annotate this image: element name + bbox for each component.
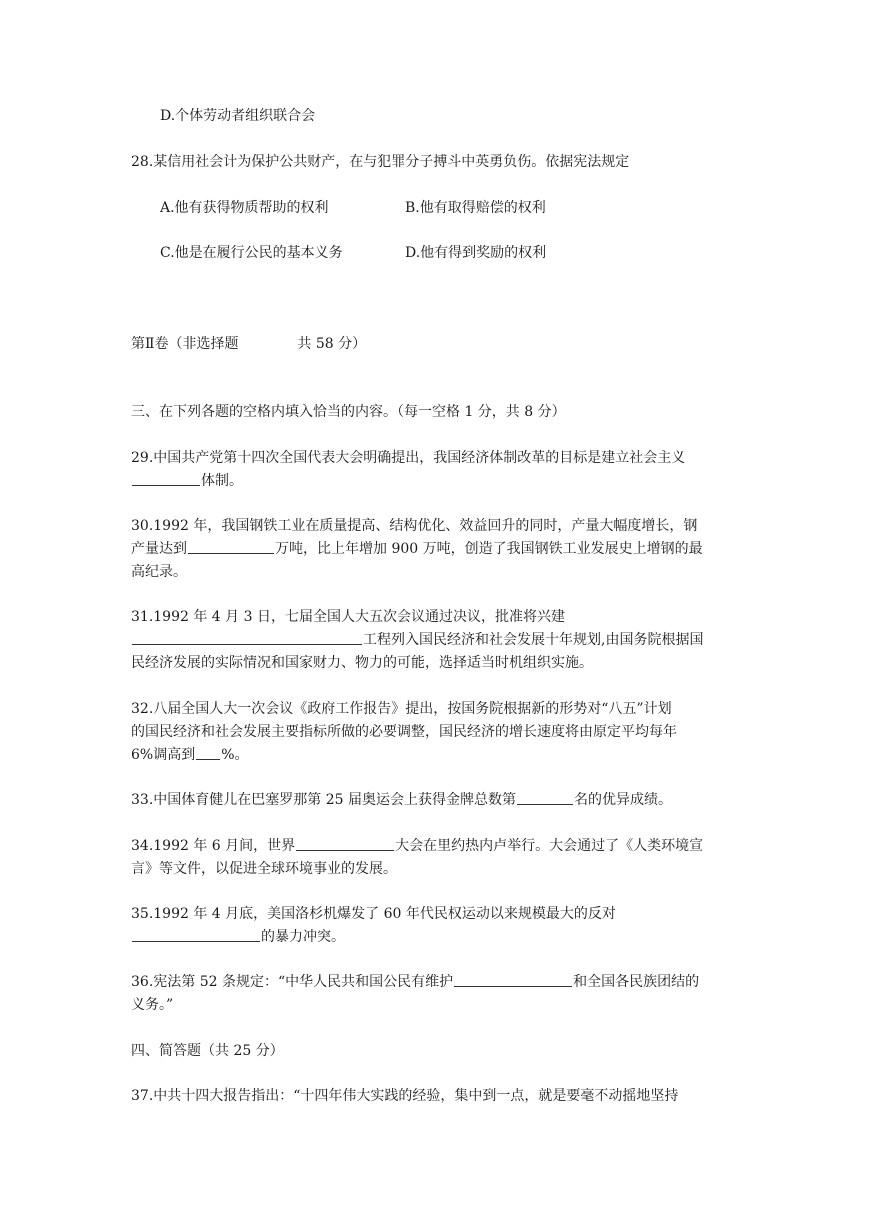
q30-blank[interactable]	[188, 539, 274, 554]
q27-option-d: D.个体劳动者组织联合会	[160, 108, 316, 124]
q32-after: %。	[221, 747, 249, 763]
q37-line1: 37.中共十四大报告指出：“十四年伟大实践的经验，集中到一点，就是要毫不动摇地坚持	[131, 1088, 679, 1104]
q32-line3	[131, 743, 249, 767]
q34-blank[interactable]	[296, 836, 394, 851]
q36-line2: 义务。”	[131, 997, 174, 1013]
q29-line2	[131, 469, 243, 493]
q28-option-a: A.他有获得物质帮助的权利	[160, 200, 329, 216]
q34-after: 大会在里约热内卢举行。大会通过了《人类环境宣	[395, 838, 704, 854]
q36-before: 36.宪法第 52 条规定：“中华人民共和国公民有维护	[131, 974, 454, 990]
q35-blank[interactable]	[132, 927, 260, 942]
q32-before: 6%调高到	[131, 747, 196, 763]
q31-after: 工程列入国民经济和社会发展十年规划,由国务院根据国	[363, 632, 704, 648]
q34-line2: 言》等文件，以促进全球环境事业的发展。	[131, 861, 397, 877]
q36-after: 和全国各民族团结的	[573, 974, 700, 990]
q31-line3: 民经济发展的实际情况和国家财力、物力的可能，选择适当时机组织实施。	[131, 655, 593, 671]
q28-option-b: B.他有取得赔偿的权利	[405, 200, 546, 216]
q29-line1: 29.中国共产党第十四次全国代表大会明确提出，我国经济体制改革的目标是建立社会主义	[131, 450, 686, 466]
q30-before: 产量达到	[131, 541, 187, 557]
q35-after: 的暴力冲突。	[261, 929, 345, 945]
q35-line1: 35.1992 年 4 月底，美国洛杉机爆发了 60 年代民权运动以来规模最大的反对	[131, 906, 616, 922]
q30-line3: 高纪录。	[131, 564, 187, 580]
q32-line1: 32.八届全国人大一次会议《政府工作报告》提出，按国务院根据新的形势对“八五”计划	[131, 701, 672, 717]
q32-line2: 的国民经济和社会发展主要指标所做的必要调整，国民经济的增长速度将由原定平均每年	[131, 724, 677, 740]
part2-title	[131, 332, 366, 356]
q30-line1: 30.1992 年，我国钢铁工业在质量提高、结构优化、效益回升的同时，产量大幅度增长，钢	[131, 518, 698, 534]
q32-blank[interactable]	[196, 745, 220, 760]
q33-after: 名的优异成绩。	[573, 792, 672, 808]
q31-line1: 31.1992 年 4 月 3 日，七届全国人大五次会议通过决议，批准将兴建	[131, 609, 565, 625]
q28-stem: 28.某信用社会计为保护公共财产，在与犯罪分子搏斗中英勇负伤。依据宪法规定	[131, 154, 630, 170]
q36-blank[interactable]	[454, 972, 572, 987]
section3-heading: 三、在下列各题的空格内填入恰当的内容。（每一空格 1 分，共 8 分）	[131, 404, 566, 420]
q30-line2	[131, 537, 703, 561]
section4-heading: 四、简答题（共 25 分）	[131, 1043, 284, 1059]
q36-line1	[131, 970, 699, 994]
q30-after: 万吨，比上年增加 900 万吨，创造了我国钢铁工业发展史上增钢的最	[275, 541, 703, 557]
q28-option-d: D.他有得到奖励的权利	[405, 245, 547, 261]
q34-before: 34.1992 年 6 月间，世界	[131, 838, 296, 854]
q29-after: 体制。	[201, 473, 243, 489]
q33-line	[131, 788, 672, 812]
q31-blank[interactable]	[132, 630, 362, 645]
q33-before: 33.中国体育健儿在巴塞罗那第 25 届奥运会上获得金牌总数第	[131, 792, 516, 808]
q34-line1	[131, 834, 703, 858]
q35-line2	[131, 925, 345, 949]
q33-blank[interactable]	[517, 790, 573, 805]
q29-blank[interactable]	[132, 471, 200, 486]
q31-line2	[131, 628, 703, 652]
part2-title-main: 第Ⅱ卷（非选择题	[131, 336, 239, 352]
q28-option-c: C.他是在履行公民的基本义务	[160, 245, 343, 261]
part2-title-score: 共 58 分）	[297, 336, 367, 352]
